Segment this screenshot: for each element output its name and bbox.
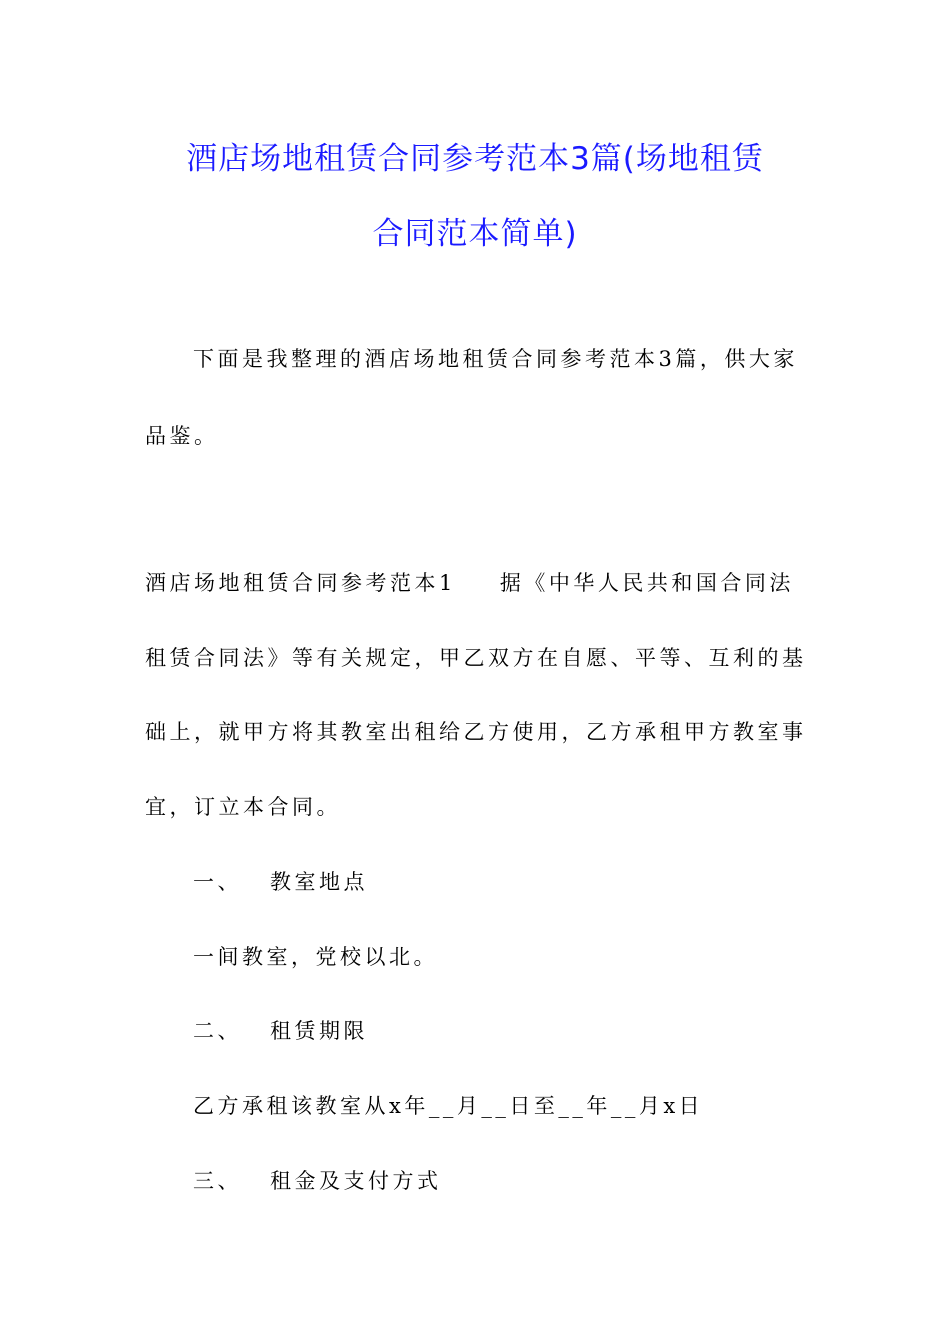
paragraph-1-line-3: 础上，就甲方将其教室出租给乙方使用，乙方承租甲方教室事 bbox=[145, 720, 807, 744]
paragraph-1-line-4: 宜，订立本合同。 bbox=[145, 795, 341, 819]
paragraph-1-line-1 bbox=[145, 568, 810, 598]
section-2-heading bbox=[193, 1016, 810, 1046]
sample-1-label: 酒店场地租赁合同参考范本1 bbox=[145, 571, 456, 595]
paragraph-1-line-2: 租赁合同法》等有关规定，甲乙双方在自愿、平等、互利的基 bbox=[145, 646, 807, 670]
intro-line-1: 下面是我整理的酒店场地租赁合同参考范本3篇，供大家 bbox=[193, 347, 798, 371]
section-1-number: 一、 bbox=[193, 870, 242, 894]
section-2-body: 乙方承租该教室从x年__月__日至__年__月x日 bbox=[193, 1094, 704, 1118]
section-2-number: 二、 bbox=[193, 1019, 242, 1043]
section-3-heading bbox=[193, 1166, 810, 1196]
section-1-title: 教室地点 bbox=[270, 870, 368, 894]
section-1-body: 一间教室，党校以北。 bbox=[193, 945, 438, 969]
section-3-title: 租金及支付方式 bbox=[270, 1169, 442, 1193]
section-2-title: 租赁期限 bbox=[270, 1019, 368, 1043]
intro-line-2: 品鉴。 bbox=[145, 424, 219, 448]
document-title-line-1: 酒店场地租赁合同参考范本3篇(场地租赁 bbox=[186, 141, 764, 177]
document-title-line-2: 合同范本简单) bbox=[372, 216, 578, 252]
paragraph-1-line-1-text: 据《中华人民共和国合同法 bbox=[499, 571, 794, 595]
section-3-number: 三、 bbox=[193, 1169, 242, 1193]
section-1-heading bbox=[193, 867, 810, 897]
